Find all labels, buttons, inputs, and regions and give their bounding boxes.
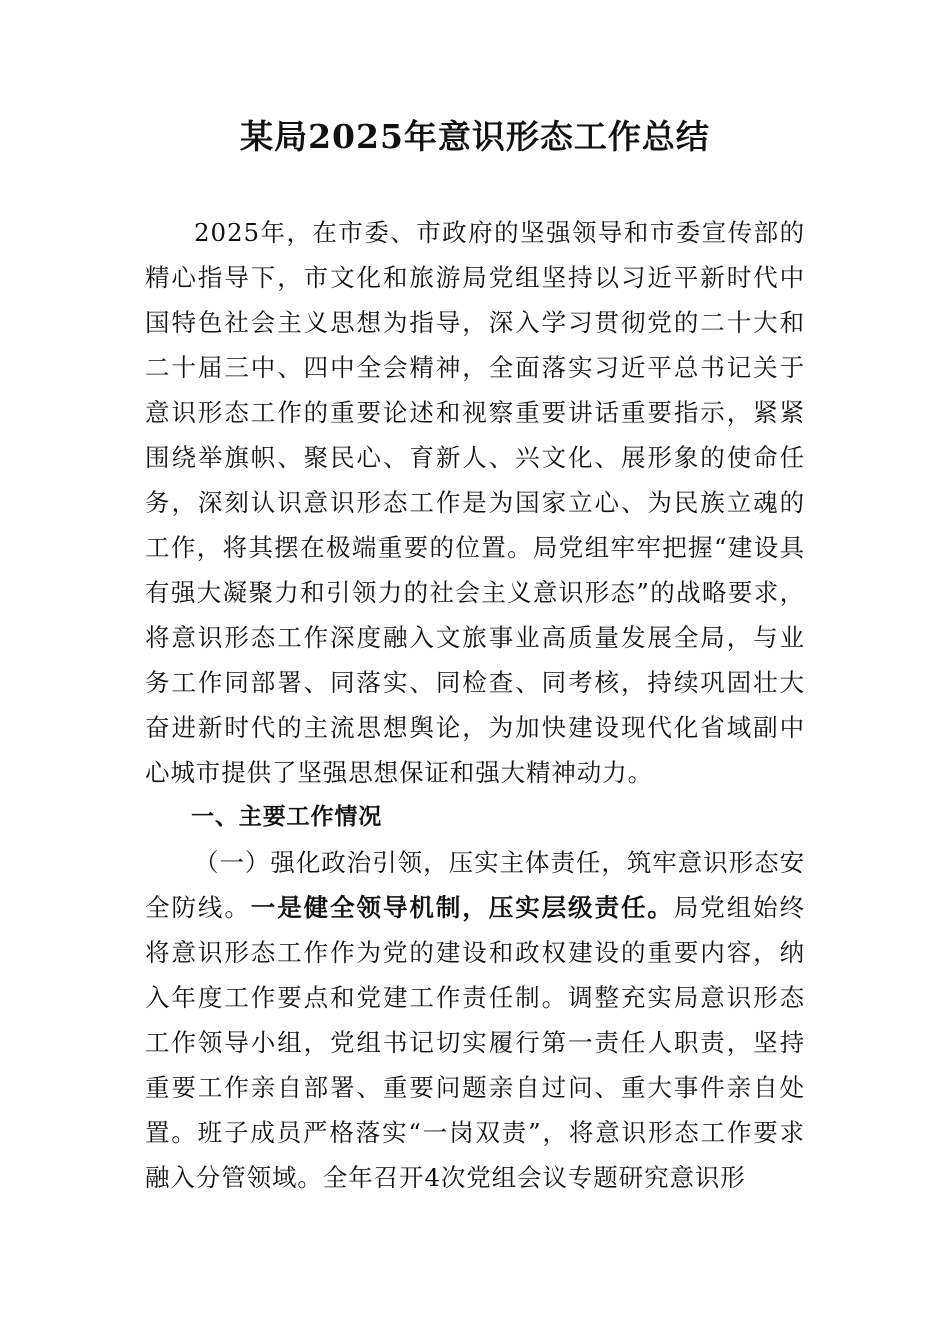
subsection-lead: （一）强化政治引领，压实主体责任，筑牢意识形态安全防线。 (145, 848, 805, 922)
section-heading-main-work: 一、主要工作情况 (191, 804, 383, 830)
subsection-bold-phrase: 一是健全领导机制，压实层级责任。 (250, 893, 674, 922)
document-body (145, 210, 805, 1200)
subsection-text: 局党组始终将意识形态工作作为党的建设和政权建设的重要内容，纳入年度工作要点和党建工作责任制。调整充实局意识形态工作领导小组，党组书记切实履行第一责任人职责，坚持重要工作亲自部署、重要问题亲自过问、重大事件亲自处置。班子成员严格落实“一岗双责”，将意识形态工作要求融入分管领域。全年召开4次党组会议专题研究意识形 (145, 893, 805, 1192)
intro-paragraph: 2025年，在市委、市政府的坚强领导和市委宣传部的精心指导下，市文化和旅游局党组坚持以习近平新时代中国特色社会主义思想为指导，深入学习贯彻党的二十大和二十届三中、四中全会精神，全面落实习近平总书记关于意识形态工作的重要论述和视察重要讲话重要指示，紧紧围绕举旗帜、聚民心、育新人、兴文化、展形象的使命任务，深刻认识意识形态工作是为国家立心、为民族立魂的工作，将其摆在极端重要的位置。局党组牢牢把握“建设具有强大凝聚力和引领力的社会主义意识形态”的战略要求，将意识形态工作深度融入文旅事业高质量发展全局，与业务工作同部署、同落实、同检查、同考核，持续巩固壮大奋进新时代的主流思想舆论，为加快建设现代化省域副中心城市提供了坚强思想保证和强大精神动力。 (145, 218, 805, 787)
document-title: 某局2025年意识形态工作总结 (240, 117, 710, 156)
subsection-paragraph-1 (145, 840, 805, 1200)
